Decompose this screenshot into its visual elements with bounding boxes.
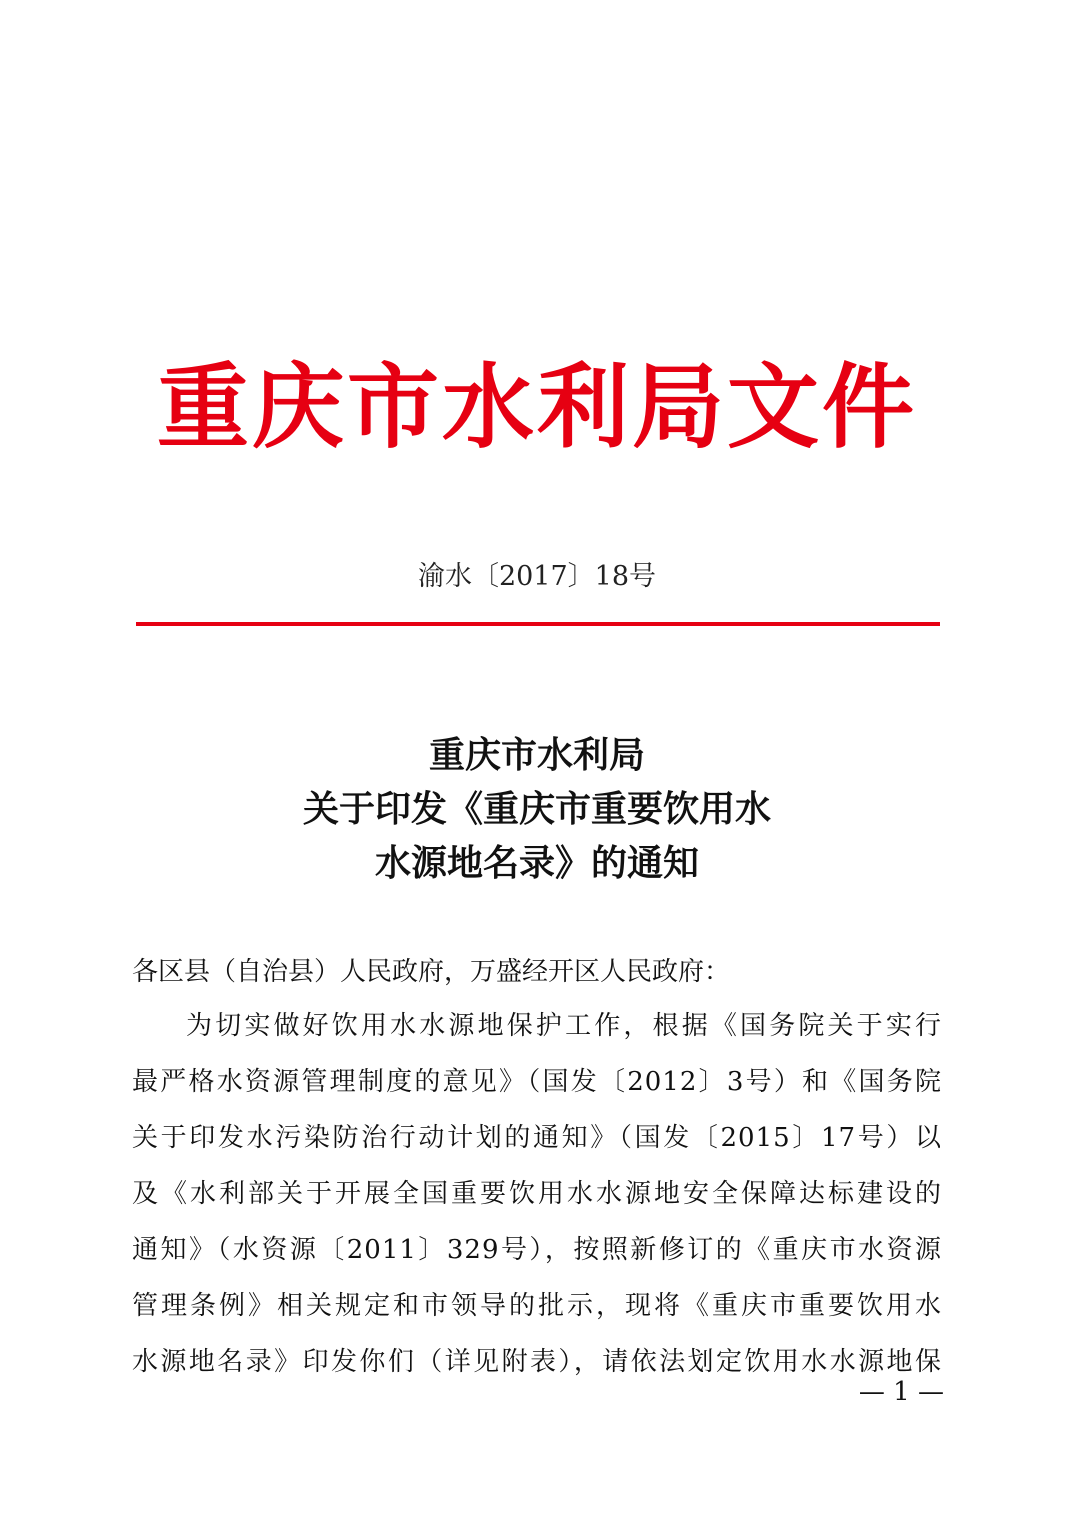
masthead-title: 重庆市水利局文件 [156, 353, 917, 461]
body-line: 及《水利部关于开展全国重要饮用水水源地安全保障达标建设的 [132, 1179, 942, 1209]
document-number: 渝水〔2017〕18号 [417, 561, 657, 592]
title-line: 水源地名录》的通知 [374, 842, 699, 884]
body-line: 管理条例》相关规定和市领导的批示，现将《重庆市重要饮用水 [132, 1291, 942, 1321]
page-number: — 1 — [858, 1377, 944, 1407]
body-line: 为切实做好饮用水水源地保护工作，根据《国务院关于实行 [186, 1011, 942, 1041]
red-divider-rule [136, 622, 940, 626]
body-line: 关于印发水污染防治行动计划的通知》（国发〔2015〕17号）以 [132, 1123, 942, 1153]
body-line: 通知》（水资源〔2011〕329号），按照新修订的《重庆市水资源 [132, 1235, 942, 1265]
body-text [132, 1006, 942, 1398]
body-line: 最严格水资源管理制度的意见》（国发〔2012〕3号）和《国务院 [132, 1067, 942, 1097]
salutation: 各区县（自治县）人民政府，万盛经开区人民政府： [132, 957, 731, 987]
notice-title [0, 728, 1074, 890]
title-line: 关于印发《重庆市重要饮用水 [302, 788, 771, 830]
title-line: 重庆市水利局 [428, 734, 645, 776]
body-line: 水源地名录》印发你们（详见附表），请依法划定饮用水水源地保 [132, 1347, 942, 1377]
